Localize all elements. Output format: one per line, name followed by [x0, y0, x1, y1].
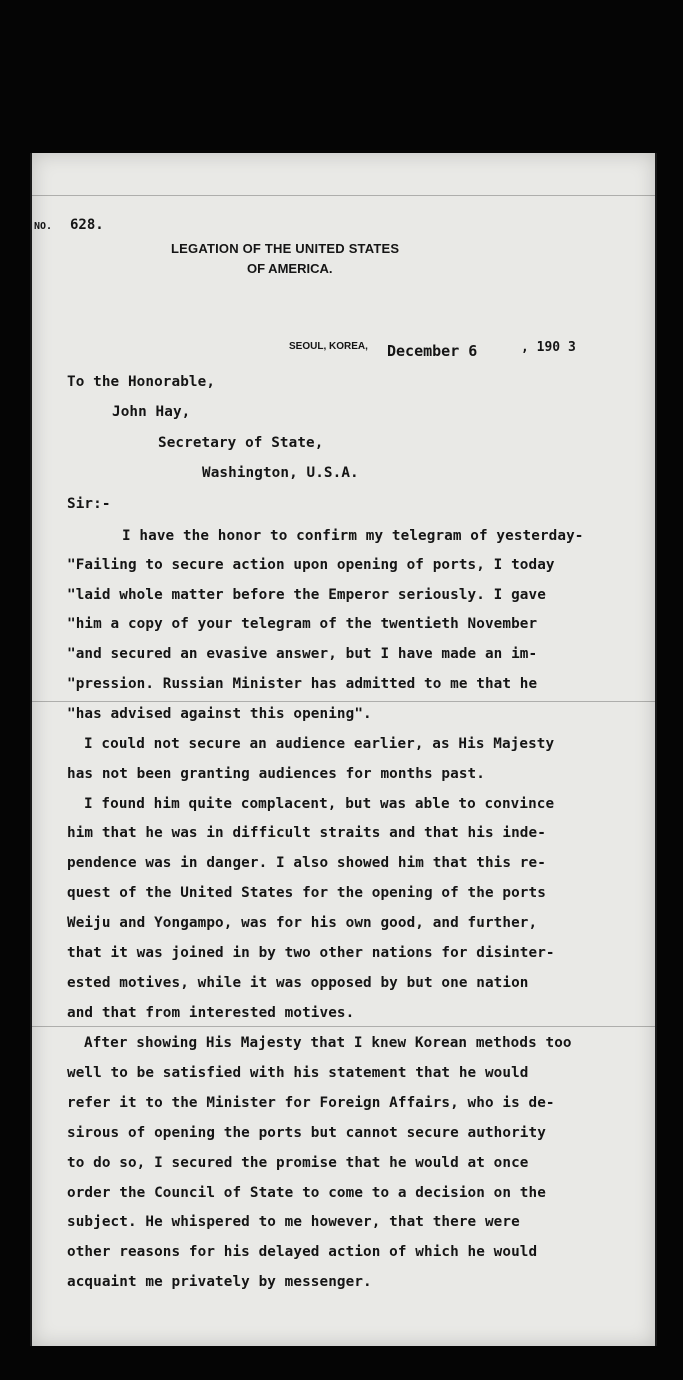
body-line: him that he was in difficult straits and that his inde-: [67, 825, 546, 841]
body-line: "him a copy of your telegram of the twentieth November: [67, 616, 538, 632]
body-line: well to be satisfied with his statement that he would: [67, 1065, 529, 1081]
body-line: refer it to the Minister for Foreign Affairs, who is de-: [67, 1095, 555, 1111]
body-line: quest of the United States for the opening of the ports: [67, 885, 546, 901]
body-line: I have the honor to confirm my telegram of yesterday-: [122, 528, 584, 544]
body-line: I could not secure an audience earlier, as His Majesty: [84, 736, 555, 752]
scan-fold-line: [32, 1026, 655, 1027]
scan-fold-line: [32, 701, 655, 702]
body-line: that it was joined in by two other nations for disinter-: [67, 945, 555, 961]
scan-fold-line: [32, 195, 655, 196]
body-line: order the Council of State to come to a decision on the: [67, 1185, 546, 1201]
body-line: and that from interested motives.: [67, 1005, 355, 1021]
letter-date: December 6: [387, 342, 478, 360]
letterhead-line-2: OF AMERICA.: [247, 261, 333, 276]
body-line: to do so, I secured the promise that he would at once: [67, 1155, 529, 1171]
body-line: After showing His Majesty that I knew Korean methods too: [84, 1035, 572, 1051]
dispatch-number-label: NO.: [34, 221, 53, 232]
letter-page: [30, 153, 657, 1346]
body-line: has not been granting audiences for months past.: [67, 766, 485, 782]
body-line: pendence was in danger. I also showed him that this re-: [67, 855, 546, 871]
body-line: "Failing to secure action upon opening of ports, I today: [67, 557, 555, 573]
body-line: other reasons for his delayed action of which he would: [67, 1244, 538, 1260]
place-line: SEOUL, KOREA,: [289, 341, 368, 352]
body-line: subject. He whispered to me however, that there were: [67, 1214, 520, 1230]
address-line-4: Washington, U.S.A.: [202, 465, 359, 481]
letter-year: [521, 340, 576, 355]
dispatch-number: 628.: [70, 217, 104, 233]
body-line: I found him quite complacent, but was able to convince: [84, 796, 555, 812]
year-digit: 3: [567, 340, 576, 355]
address-line-3: Secretary of State,: [158, 435, 324, 451]
year-prefix: , 190: [521, 340, 561, 355]
address-line-2: John Hay,: [112, 404, 191, 420]
body-line: "has advised against this opening".: [67, 706, 372, 722]
salutation: Sir:-: [67, 496, 111, 512]
body-line: acquaint me privately by messenger.: [67, 1274, 372, 1290]
body-line: "laid whole matter before the Emperor seriously. I gave: [67, 587, 546, 603]
body-line: "and secured an evasive answer, but I have made an im-: [67, 646, 538, 662]
address-line-1: To the Honorable,: [67, 374, 216, 390]
body-line: sirous of opening the ports but cannot secure authority: [67, 1125, 546, 1141]
body-line: Weiju and Yongampo, was for his own good, and further,: [67, 915, 538, 931]
body-line: ested motives, while it was opposed by but one nation: [67, 975, 529, 991]
body-line: "pression. Russian Minister has admitted to me that he: [67, 676, 538, 692]
letterhead-line-1: LEGATION OF THE UNITED STATES: [171, 241, 400, 256]
